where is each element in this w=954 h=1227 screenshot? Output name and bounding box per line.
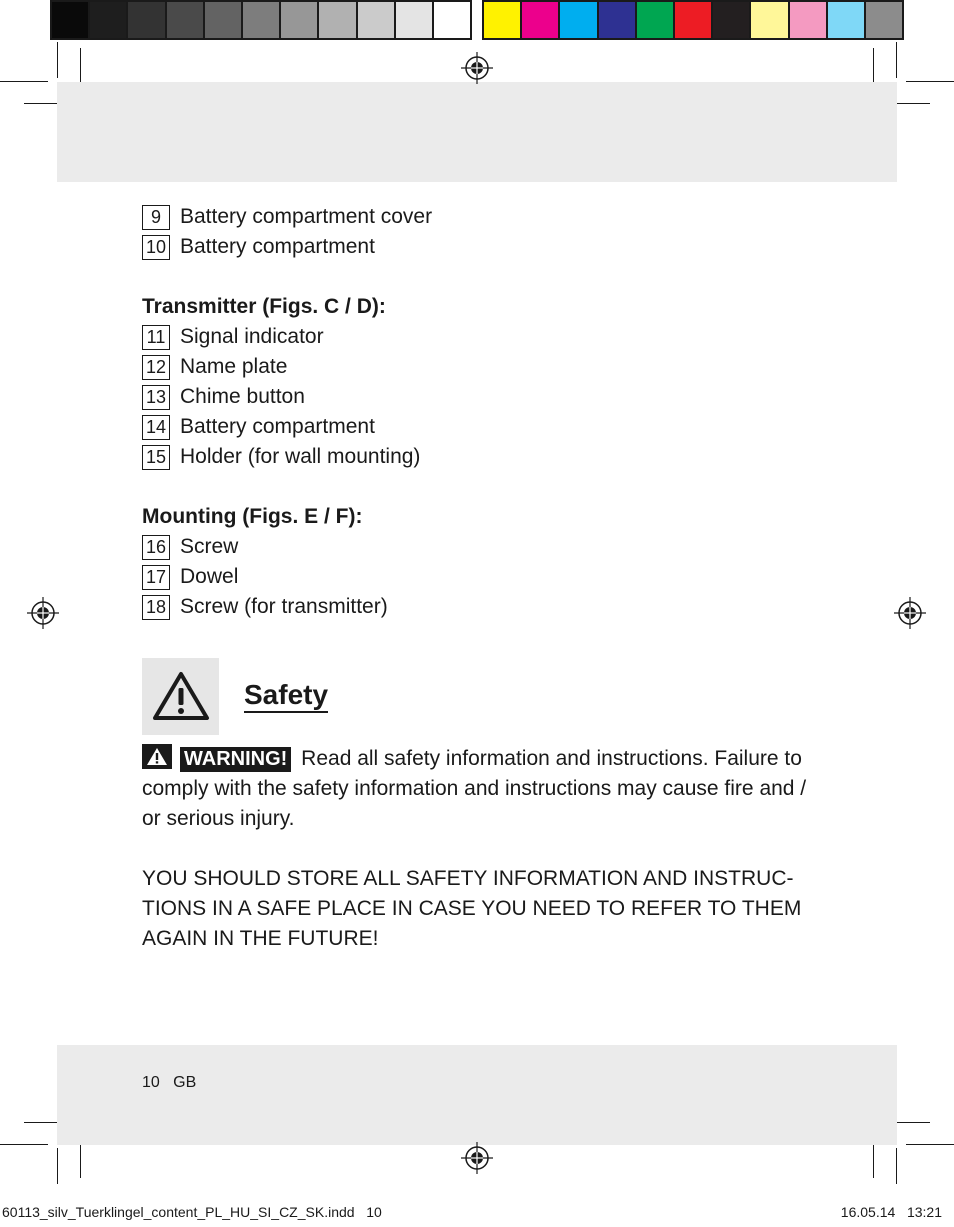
mounting-heading: Mounting (Figs. E / F): xyxy=(142,505,363,528)
list-item xyxy=(142,232,822,262)
list-item xyxy=(142,322,822,352)
crop-mark xyxy=(896,1148,897,1184)
part-label: Battery compartment cover xyxy=(180,205,433,228)
crop-mark xyxy=(896,1122,930,1123)
list-item xyxy=(142,352,822,382)
crop-mark xyxy=(24,1122,58,1123)
safety-header xyxy=(142,657,822,735)
color-swatch xyxy=(434,2,470,38)
color-swatch xyxy=(281,2,319,38)
list-item xyxy=(142,412,822,442)
part-number: 9 xyxy=(142,205,170,230)
color-swatch xyxy=(358,2,396,38)
slug-time: 13:21 xyxy=(906,1204,942,1220)
color-swatch xyxy=(484,2,522,38)
color-swatch xyxy=(560,2,598,38)
color-swatch xyxy=(675,2,713,38)
crop-mark xyxy=(906,81,954,82)
color-swatch xyxy=(751,2,789,38)
color-swatch xyxy=(167,2,205,38)
slug-date-time xyxy=(841,1202,942,1222)
slug-page: 10 xyxy=(366,1204,382,1220)
part-number: 17 xyxy=(142,565,170,590)
color-swatch xyxy=(522,2,560,38)
part-number: 12 xyxy=(142,355,170,380)
footer-band xyxy=(57,1045,897,1145)
color-swatch xyxy=(713,2,751,38)
color-swatch xyxy=(828,2,866,38)
list-item xyxy=(142,592,822,622)
page-footer xyxy=(142,1072,196,1094)
list-item xyxy=(142,202,822,232)
part-number: 18 xyxy=(142,595,170,620)
part-number: 10 xyxy=(142,235,170,260)
warning-label: WARNING! xyxy=(180,747,291,772)
part-number: 15 xyxy=(142,445,170,470)
store-instructions-text: YOU SHOULD STORE ALL SAFETY INFORMATION AND INSTRUC-TIONS IN A SAFE PLACE IN CASE YOU NEED TO REFER TO THEM AGAIN IN THE FUTURE! xyxy=(142,867,802,950)
slug-date: 16.05.14 xyxy=(840,1204,896,1220)
part-label: Name plate xyxy=(180,355,288,378)
color-swatch xyxy=(128,2,166,38)
registration-mark-icon xyxy=(26,596,60,630)
part-number: 14 xyxy=(142,415,170,440)
gray-calibration-bar xyxy=(50,0,472,40)
crop-mark xyxy=(896,42,897,78)
list-item xyxy=(142,562,822,592)
crop-mark xyxy=(0,1144,48,1145)
crop-mark xyxy=(24,103,58,104)
registration-mark-icon xyxy=(893,596,927,630)
part-label: Dowel xyxy=(180,565,239,588)
safety-title: Safety xyxy=(244,680,328,713)
language-code: GB xyxy=(173,1074,197,1091)
color-swatch xyxy=(205,2,243,38)
part-label: Screw xyxy=(180,535,239,558)
slug-filename: 60113_silv_Tuerklingel_content_PL_HU_SI_CZ_SK.indd xyxy=(2,1204,355,1220)
color-swatch xyxy=(637,2,675,38)
registration-mark-icon xyxy=(460,51,494,85)
main-content xyxy=(142,202,822,954)
part-label: Signal indicator xyxy=(180,325,324,348)
list-item xyxy=(142,442,822,472)
header-band xyxy=(57,82,897,182)
color-swatch xyxy=(52,2,90,38)
warning-paragraph xyxy=(142,744,822,834)
crop-mark xyxy=(57,42,58,78)
transmitter-heading: Transmitter (Figs. C / D): xyxy=(142,295,386,318)
color-swatch xyxy=(866,2,902,38)
part-label: Holder (for wall mounting) xyxy=(180,445,421,468)
color-swatch xyxy=(319,2,357,38)
color-swatch xyxy=(396,2,434,38)
warning-small-icon xyxy=(142,744,172,769)
crop-mark xyxy=(906,1144,954,1145)
part-label: Chime button xyxy=(180,385,305,408)
list-item xyxy=(142,382,822,412)
part-number: 16 xyxy=(142,535,170,560)
warning-text: Read all safety information and instructions. Failure to comply with the safety information and instructions may cause fire and / or serious injury. xyxy=(142,747,807,830)
registration-mark-icon xyxy=(460,1141,494,1175)
crop-mark xyxy=(0,81,48,82)
slug-file-info xyxy=(2,1202,382,1222)
part-number: 11 xyxy=(142,325,170,350)
page-number: 10 xyxy=(142,1074,160,1091)
color-swatch xyxy=(90,2,128,38)
part-label: Battery compartment xyxy=(180,235,375,258)
crop-mark xyxy=(57,1148,58,1184)
crop-mark xyxy=(896,103,930,104)
part-number: 13 xyxy=(142,385,170,410)
warning-triangle-icon xyxy=(152,671,210,721)
color-swatch xyxy=(243,2,281,38)
color-calibration-bar xyxy=(482,0,904,40)
safety-icon-box xyxy=(142,658,219,735)
part-label: Battery compartment xyxy=(180,415,375,438)
list-item xyxy=(142,532,822,562)
part-label: Screw (for transmitter) xyxy=(180,595,388,618)
color-swatch xyxy=(599,2,637,38)
color-swatch xyxy=(790,2,828,38)
